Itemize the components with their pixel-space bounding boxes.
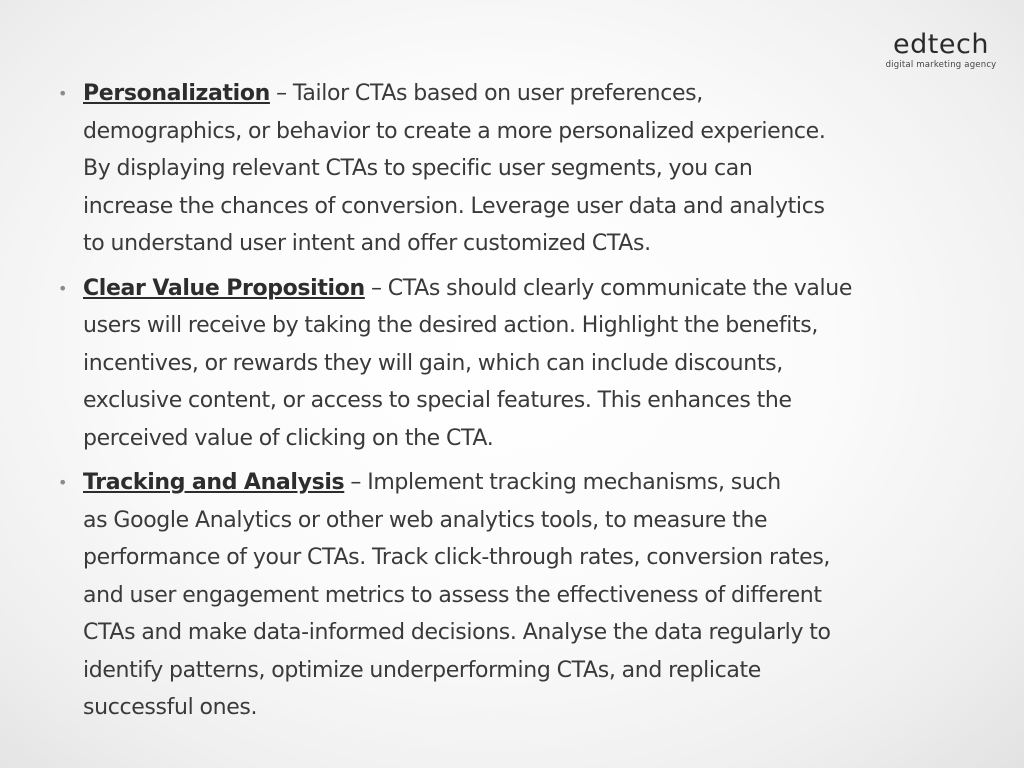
bullet-dot-icon: • bbox=[58, 84, 68, 103]
bullet-text-line: – CTAs should clearly communicate the value bbox=[364, 275, 853, 301]
bullet-text-line: – Implement tracking mechanisms, such bbox=[344, 470, 781, 495]
bullet-personalization bbox=[58, 75, 978, 263]
logo-tagline: digital marketing agency bbox=[885, 60, 997, 70]
bullet-text-line: – Tailor CTAs based on user preferences, bbox=[269, 81, 703, 106]
bullet-dot-icon: • bbox=[58, 278, 68, 298]
bullet-text-line: exclusive content, or access to special features. This enhances the bbox=[83, 388, 792, 413]
bullet-first-line bbox=[83, 75, 978, 113]
bullet-text-line: incentives, or rewards they will gain, which can include discounts, bbox=[83, 350, 783, 376]
brand-logo bbox=[874, 30, 1008, 71]
bullet-list bbox=[58, 75, 978, 734]
bullet-text-line: identify patterns, optimize underperforming CTAs, and replicate bbox=[83, 657, 761, 683]
bullet-text-line: CTAs and make data-informed decisions. Analyse the data regularly to bbox=[83, 620, 831, 645]
bullet-text-line: By displaying relevant CTAs to specific user segments, you can bbox=[83, 156, 753, 181]
bullet-text-line: users will receive by taking the desired action. Highlight the benefits, bbox=[83, 313, 819, 338]
bullet-text-line: performance of your CTAs. Track click-through rates, conversion rates, bbox=[83, 545, 831, 570]
bullet-first-line bbox=[83, 464, 978, 502]
bullet-term: Clear Value Proposition bbox=[83, 275, 365, 301]
bullet-clear-value-proposition bbox=[58, 270, 978, 458]
bullet-dot-icon: • bbox=[58, 473, 68, 492]
bullet-first-line bbox=[83, 270, 978, 308]
bullet-text-line: successful ones. bbox=[83, 695, 258, 720]
bullet-text-line: demographics, or behavior to create a more personalized experience. bbox=[83, 118, 826, 144]
logo-wordmark: edtech bbox=[893, 29, 989, 60]
bullet-text-line: as Google Analytics or other web analytics tools, to measure the bbox=[83, 507, 768, 533]
bullet-term: Personalization bbox=[83, 81, 270, 106]
bullet-term: Tracking and Analysis bbox=[83, 470, 345, 495]
bullet-text-line: perceived value of clicking on the CTA. bbox=[83, 425, 494, 451]
bullet-tracking-and-analysis bbox=[58, 464, 978, 727]
bullet-text-line: increase the chances of conversion. Leverage user data and analytics bbox=[83, 193, 825, 219]
bullet-text-line: and user engagement metrics to assess the effectiveness of different bbox=[83, 582, 822, 608]
bullet-text-line: to understand user intent and offer customized CTAs. bbox=[83, 231, 651, 256]
